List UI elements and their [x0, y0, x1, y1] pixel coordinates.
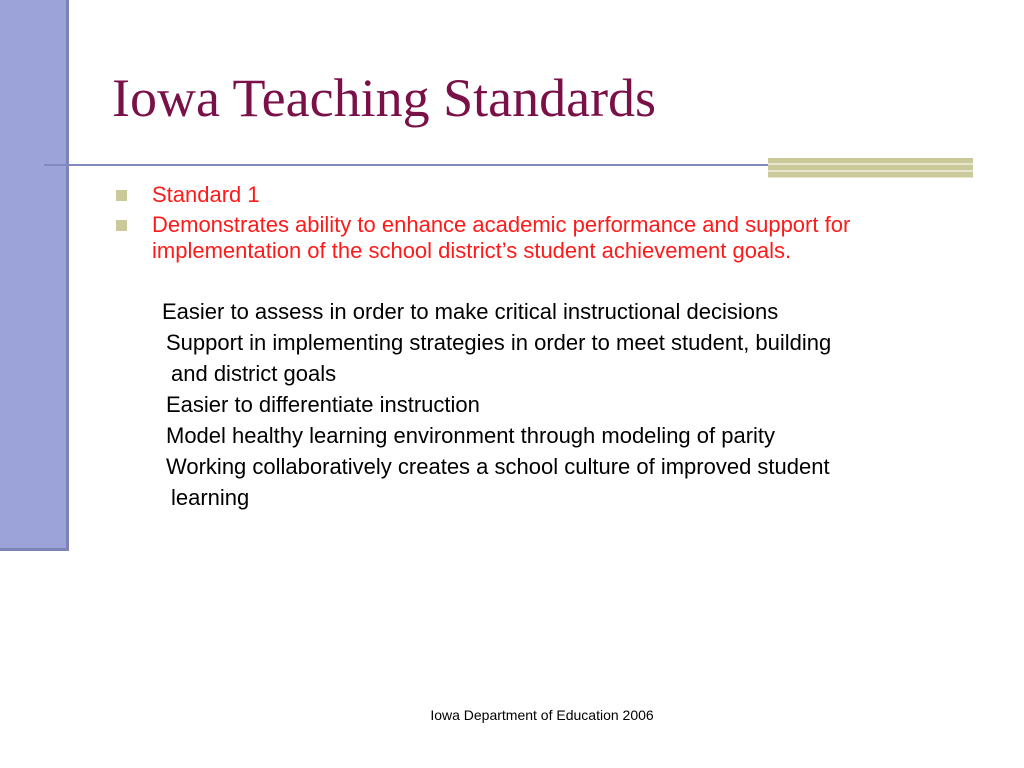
- bullet-list: [116, 182, 956, 268]
- body-line: learning: [171, 485, 250, 510]
- body-line: Easier to differentiate instruction: [166, 392, 480, 417]
- square-bullet-icon: [116, 220, 127, 231]
- body-line: and district goals: [171, 361, 337, 386]
- body-line: Easier to assess in order to make critical instructional decisions: [162, 299, 779, 324]
- supporting-points: [160, 296, 980, 513]
- slide-footer: Iowa Department of Education 2006: [430, 707, 654, 723]
- left-accent-bar: [0, 0, 69, 551]
- bullet-text: Standard 1: [152, 182, 260, 207]
- square-bullet-icon: [116, 190, 127, 201]
- slide-title: Iowa Teaching Standards: [112, 68, 657, 128]
- striped-accent-block: [768, 158, 973, 178]
- body-line: Working collaboratively creates a school culture of improved student: [166, 454, 830, 479]
- bullet-item-description: [116, 212, 956, 264]
- bullet-item-standard: [116, 182, 956, 208]
- body-line: Model healthy learning environment through modeling of parity: [166, 423, 776, 448]
- bullet-text: Demonstrates ability to enhance academic performance and support for implementation of the school district’s student achievement goals.: [152, 212, 851, 263]
- body-line: Support in implementing strategies in order to meet student, building: [166, 330, 832, 355]
